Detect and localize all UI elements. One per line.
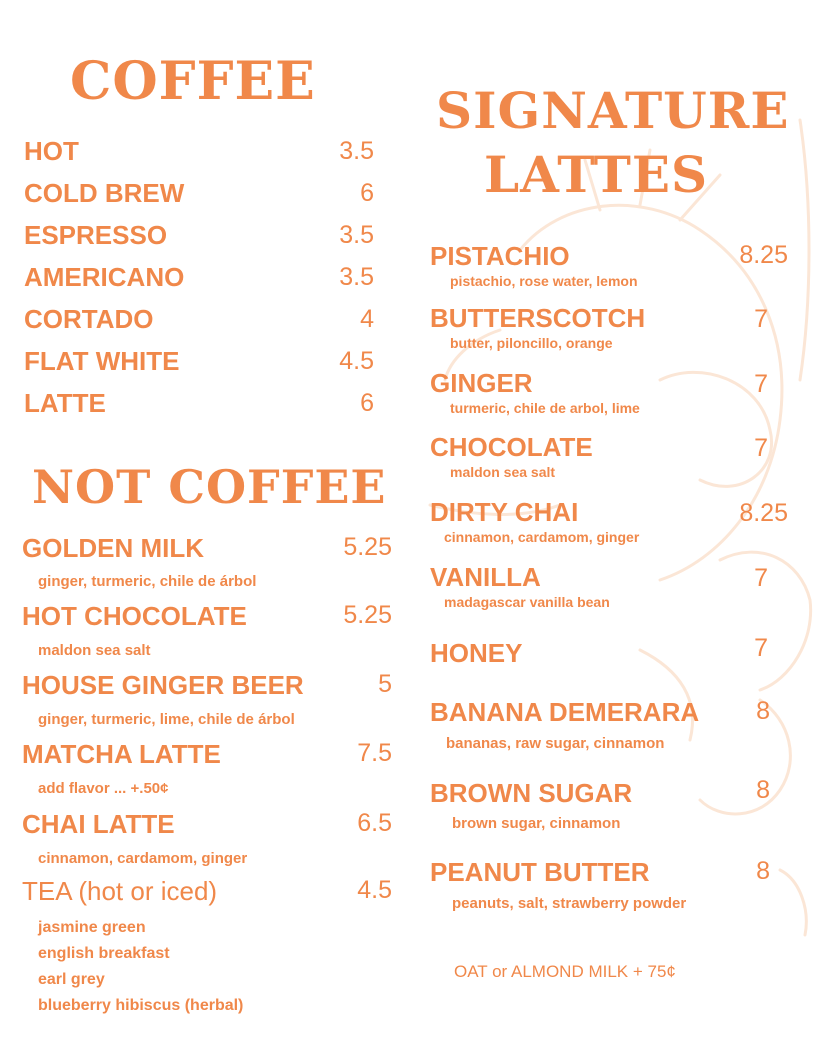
not-coffee-item-desc: ginger, turmeric, lime, chile de árbol <box>38 711 295 728</box>
signature-item <box>430 434 768 461</box>
not-coffee-item <box>22 535 392 562</box>
signature-item-desc: butter, piloncillo, orange <box>450 335 613 351</box>
signature-item-name: PEANUT BUTTER <box>430 857 650 887</box>
not-coffee-heading: NOT COFFEE <box>32 460 387 514</box>
signature-heading-line2: LATTES <box>484 145 709 204</box>
signature-item-name: GINGER <box>430 368 533 398</box>
not-coffee-item-price: 7.5 <box>357 739 392 767</box>
signature-item <box>430 859 770 886</box>
not-coffee-item <box>22 878 392 905</box>
signature-item <box>430 634 768 668</box>
not-coffee-item-desc: maldon sea salt <box>38 642 151 659</box>
signature-item-price: 7 <box>754 434 768 462</box>
signature-item-desc: peanuts, salt, strawberry powder <box>452 895 687 912</box>
not-coffee-item-price: 5 <box>378 670 392 698</box>
not-coffee-item <box>22 811 392 838</box>
coffee-item <box>24 306 374 333</box>
signature-heading-line1: SIGNATURE <box>436 81 790 140</box>
tea-option: english breakfast <box>38 945 170 962</box>
signature-item <box>430 243 788 270</box>
not-coffee-item-name: HOUSE GINGER BEER <box>22 670 304 700</box>
signature-item <box>430 370 768 397</box>
signature-item-desc: bananas, raw sugar, cinnamon <box>446 735 665 752</box>
not-coffee-item-desc: ginger, turmeric, chile de árbol <box>38 573 257 590</box>
coffee-item-price: 3.5 <box>339 137 374 165</box>
signature-item-price: 8 <box>756 857 770 885</box>
signature-item <box>430 699 770 726</box>
coffee-item-name: COLD BREW <box>24 178 185 208</box>
coffee-item <box>24 348 374 375</box>
coffee-item-name: HOT <box>24 136 79 166</box>
signature-item-name: DIRTY CHAI <box>430 497 579 527</box>
not-coffee-item-price: 6.5 <box>357 809 392 837</box>
signature-item <box>430 564 768 591</box>
signature-item-price: 8 <box>756 697 770 725</box>
coffee-item <box>24 264 374 291</box>
not-coffee-item-price: 5.25 <box>343 601 392 629</box>
coffee-item-name: CORTADO <box>24 304 154 334</box>
signature-item <box>430 499 788 526</box>
signature-item-desc: maldon sea salt <box>450 464 556 480</box>
signature-item-desc: pistachio, rose water, lemon <box>450 273 638 289</box>
coffee-item-price: 4.5 <box>339 347 374 375</box>
coffee-item-name: FLAT WHITE <box>24 346 180 376</box>
signature-item-price: 8 <box>756 776 770 804</box>
coffee-item-price: 4 <box>360 305 374 333</box>
signature-item-price: 7 <box>754 370 768 398</box>
coffee-item-name: LATTE <box>24 388 106 418</box>
coffee-item <box>24 180 374 207</box>
coffee-item-price: 6 <box>360 179 374 207</box>
not-coffee-item-name: CHAI LATTE <box>22 809 175 839</box>
signature-item-price: 8.25 <box>739 499 788 527</box>
signature-item-desc: madagascar vanilla bean <box>444 594 610 610</box>
not-coffee-item-price: 5.25 <box>343 533 392 561</box>
coffee-item-price: 6 <box>360 389 374 417</box>
signature-item-price: 7 <box>754 564 768 592</box>
not-coffee-item-name: MATCHA LATTE <box>22 739 221 769</box>
coffee-heading: COFFEE <box>70 51 316 112</box>
signature-item-name: CHOCOLATE <box>430 432 593 462</box>
signature-item-name: BANANA DEMERARA <box>430 697 700 727</box>
not-coffee-item-name: HOT CHOCOLATE <box>22 601 247 631</box>
not-coffee-item-price: 4.5 <box>357 876 392 904</box>
signature-item-name: BUTTERSCOTCH <box>430 303 646 333</box>
coffee-item-name: ESPRESSO <box>24 220 168 250</box>
coffee-item-price: 3.5 <box>339 221 374 249</box>
signature-item <box>430 305 768 332</box>
signature-item-name: VANILLA <box>430 562 541 592</box>
not-coffee-item-desc: add flavor ... +.50¢ <box>38 780 169 797</box>
tea-option: jasmine green <box>38 919 146 936</box>
signature-item-desc: brown sugar, cinnamon <box>452 815 621 832</box>
coffee-item-name: AMERICANO <box>24 262 185 292</box>
signature-item-name: HONEY <box>430 638 523 668</box>
signature-item-price: 7 <box>754 305 768 333</box>
signature-item-desc: cinnamon, cardamom, ginger <box>444 529 640 545</box>
signature-item-name: BROWN SUGAR <box>430 778 633 808</box>
signature-item <box>430 776 770 808</box>
not-coffee-item-name: TEA (hot or iced) <box>22 876 218 906</box>
coffee-item <box>24 138 374 165</box>
not-coffee-item-desc: cinnamon, cardamom, ginger <box>38 850 248 867</box>
not-coffee-item <box>22 603 392 630</box>
signature-item-name: PISTACHIO <box>430 241 570 271</box>
tea-option: blueberry hibiscus (herbal) <box>38 997 244 1014</box>
not-coffee-item <box>22 741 392 768</box>
not-coffee-item <box>22 672 392 699</box>
not-coffee-item-name: GOLDEN MILK <box>22 533 204 563</box>
signature-item-price: 8.25 <box>739 241 788 269</box>
coffee-item <box>24 222 374 249</box>
coffee-item <box>24 390 374 417</box>
tea-option: earl grey <box>38 971 105 988</box>
milk-alternative-note: OAT or ALMOND MILK + 75¢ <box>454 962 676 981</box>
signature-item-price: 7 <box>754 634 768 662</box>
coffee-item-price: 3.5 <box>339 263 374 291</box>
signature-item-desc: turmeric, chile de arbol, lime <box>450 400 640 416</box>
